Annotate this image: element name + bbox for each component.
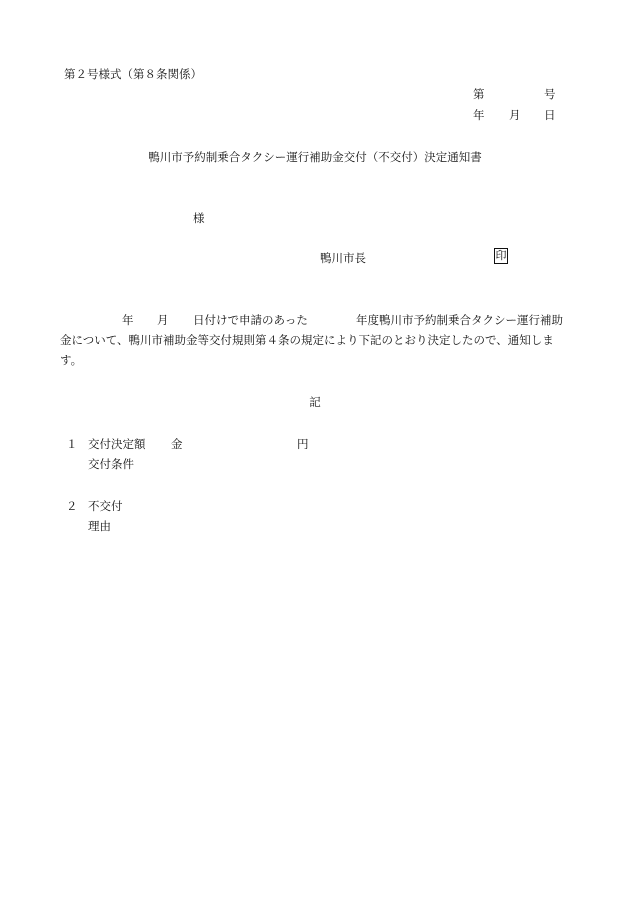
addressee-suffix: 様: [193, 211, 205, 225]
document-number-prefix: 第: [473, 87, 485, 101]
body-application-text: 日付けで申請のあった: [193, 313, 308, 327]
item-2-label: 不交付: [88, 499, 123, 513]
body-year-label: 年: [122, 313, 134, 327]
document-number-suffix: 号: [544, 87, 556, 101]
ki-heading: 記: [309, 395, 321, 409]
body-line-3: す。: [60, 353, 83, 367]
item-1-sub-label: 交付条件: [88, 457, 134, 471]
date-month-label: 月: [509, 108, 521, 122]
item-1-number: １: [66, 437, 78, 451]
body-month-label: 月: [157, 313, 169, 327]
item-1-label: 交付決定額: [88, 437, 146, 451]
body-line-2: 金について、鴨川市補助金等交付規則第４条の規定により下記のとおり決定したので、通知しま: [60, 333, 554, 347]
item-2-number: ２: [66, 499, 78, 513]
item-1-amount-suffix: 円: [297, 437, 309, 451]
issuer-name: 鴨川市長: [320, 251, 366, 265]
body-fiscal-year-text: 年度鴨川市予約制乗合タクシー運行補助: [356, 313, 563, 327]
date-year-label: 年: [473, 108, 485, 122]
document-title: 鴨川市予約制乗合タクシー運行補助金交付（不交付）決定通知書: [148, 150, 482, 164]
form-label: 第２号様式（第８条関係）: [64, 67, 202, 81]
seal-mark: 印: [495, 249, 507, 262]
item-2-sub-label: 理由: [88, 519, 111, 533]
date-day-label: 日: [544, 108, 556, 122]
item-1-amount-prefix: 金: [171, 437, 183, 451]
